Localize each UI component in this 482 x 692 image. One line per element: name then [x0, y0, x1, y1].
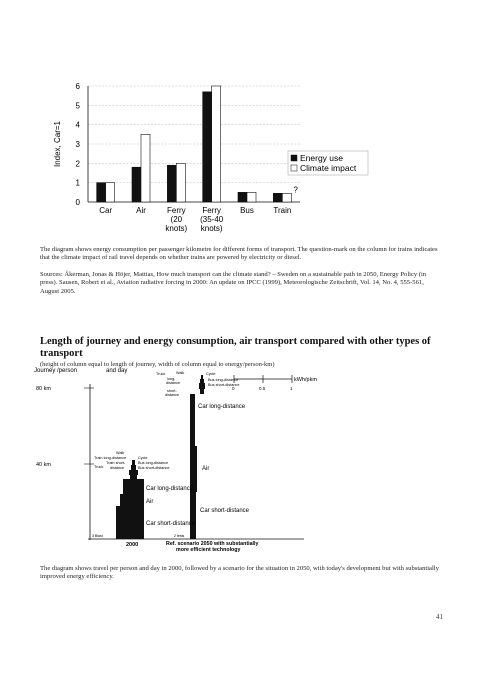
- r-walk-label: Walk: [176, 371, 185, 375]
- y-axis-title-2: and day: [106, 368, 128, 374]
- legend-swatch-climate: [291, 165, 297, 171]
- l-bus-long-label: Bus long-distance: [138, 461, 169, 465]
- y-axis-label: Index, Car=1: [53, 120, 62, 168]
- x-tick-label: knots): [200, 224, 223, 233]
- bar-energy-use: [132, 167, 141, 202]
- base-right-label-2: more efficient technology: [176, 547, 241, 553]
- y-tick-label: 3: [75, 140, 80, 149]
- r-short-label: short-: [167, 389, 177, 393]
- section-subtitle: (height of column equal to length of journey, width of column equal to energy/person-km): [40, 361, 275, 368]
- legend-climate-label: Climate impact: [300, 163, 357, 173]
- l-car-short-label: Car short-distance: [146, 521, 196, 527]
- legend-swatch-energy: [291, 155, 297, 161]
- bar-energy-use: [167, 165, 176, 202]
- r-distance-label: distance: [166, 381, 181, 385]
- y-tick-label: 1: [75, 178, 80, 188]
- y-tick-label: 5: [75, 101, 80, 111]
- l-air-seg: [120, 494, 144, 506]
- r-truck-label: Truck: [156, 372, 166, 376]
- r-bus-seg: [199, 383, 205, 389]
- r-distance2-label: distance: [165, 393, 180, 397]
- r-walk-seg: [201, 375, 203, 379]
- y-axis-title: Journey /person: [34, 368, 78, 374]
- l-dist-label: distance: [110, 466, 125, 470]
- base-left-small: 3 Blast: [92, 534, 103, 538]
- base-right-label: Ref. scenario 2050 with substantially: [166, 541, 259, 547]
- l-bus-short-label: Bus short-distance: [138, 466, 170, 470]
- bar-climate-impact: [212, 86, 221, 202]
- base-right-small: 2 tests: [174, 534, 185, 538]
- page-number: 41: [436, 613, 443, 621]
- y-tick-label: 2: [75, 159, 80, 169]
- r-car-long-label: Car long-distance: [198, 404, 246, 410]
- bar-energy-use: [238, 192, 247, 202]
- r-bus-long-label: Bus long-distance: [208, 378, 239, 382]
- r-car-short-label: Car short-distance: [200, 508, 250, 514]
- bar-climate-impact: [247, 192, 256, 202]
- y-tick-label: 4: [75, 120, 80, 130]
- y-mark-40: 40 km: [36, 462, 51, 468]
- y-tick-label: 6: [75, 82, 80, 91]
- scale-tick-1: 1: [290, 386, 293, 391]
- bar-climate-impact: [106, 183, 115, 202]
- l-car-long-label: Car long-distance: [146, 486, 194, 492]
- bar-climate-impact: [282, 193, 291, 202]
- l-walk-seg: [132, 460, 135, 465]
- transport-index-chart: [50, 78, 380, 238]
- x-tick-label: knots): [165, 224, 188, 233]
- base-left-label: 2000: [126, 542, 139, 548]
- r-car-long-seg: [190, 394, 195, 446]
- bar-climate-impact: [141, 134, 150, 202]
- l-train-long-label: Train long-distance: [94, 456, 127, 460]
- chart2-caption: The diagram shows travel per person and day in 2000, followed by a scenario for the situation in 2050, with today's development but with substantially improved energy efficiency.: [40, 565, 439, 581]
- bar-energy-use: [273, 193, 282, 202]
- r-cycle-label: Cycle: [206, 372, 216, 376]
- l-car-long-seg: [123, 479, 144, 494]
- x-tick-label: Ferry: [202, 206, 222, 215]
- unit-label: kWh/pkm: [294, 377, 317, 383]
- l-air-label: Air: [146, 499, 154, 505]
- x-tick-label: Train: [273, 206, 292, 215]
- y-tick-label: 0: [75, 198, 80, 207]
- x-tick-label: Air: [136, 206, 146, 215]
- bar-energy-use: [203, 92, 212, 202]
- bar-climate-impact: [176, 163, 185, 202]
- bar-energy-use: [97, 183, 106, 202]
- section-title: Length of journey and energy consumption, air transport compared with other types of transport: [40, 336, 431, 359]
- x-tick-label: Ferry: [166, 206, 186, 215]
- r-air-label: Air: [202, 466, 210, 472]
- x-tick-label: Car: [99, 206, 113, 215]
- scale-tick-05: 0.5: [259, 386, 266, 391]
- l-walk-label: Walk: [116, 451, 125, 455]
- train-question-mark: ?: [293, 185, 298, 195]
- l-train-seg: [130, 475, 137, 479]
- x-tick-label: (20: [170, 215, 183, 224]
- legend-energy-label: Energy use: [300, 153, 343, 163]
- chart1-sources: Sources: Åkerman, Jonas & Höjer, Mattias, How much transport can the climate stand? – Sweden on a sustainable path in 2050, Energy Policy (in press). Sausen, Robert et al., Aviation radiative forcing in 2000: An update on IPCC (1999), Meteorologische Zeitschrift, Vol. 14, No. 4, 555-561, August 2005.: [40, 271, 427, 295]
- l-train-short-label: Train short-: [106, 461, 126, 465]
- r-cycle-seg: [200, 379, 204, 383]
- l-cycle-seg: [131, 465, 136, 470]
- l-truck-label: Truck: [94, 465, 104, 469]
- l-bus-seg: [129, 470, 138, 475]
- x-tick-label: (35-40: [200, 215, 224, 224]
- scale-tick-0: 0: [232, 386, 235, 391]
- x-tick-label: Bus: [240, 206, 254, 215]
- r-car-short-seg: [190, 492, 196, 539]
- journey-energy-chart: [34, 362, 364, 557]
- r-truck-seg: [200, 389, 204, 394]
- r-bus-short-label: Bus short-distance: [208, 383, 240, 387]
- r-long-label: long-: [167, 377, 176, 381]
- y-mark-80: 80 km: [36, 386, 51, 392]
- l-cycle-label: Cycle: [138, 456, 148, 460]
- l-car-short-seg: [116, 506, 144, 539]
- chart1-caption: The diagram shows energy consumption per passenger kilometre for different forms of transport. The question-mark on the column for trains indicates that the climate impact of rail travel depends on whether trains are powered by electricity or diesel.: [40, 246, 438, 262]
